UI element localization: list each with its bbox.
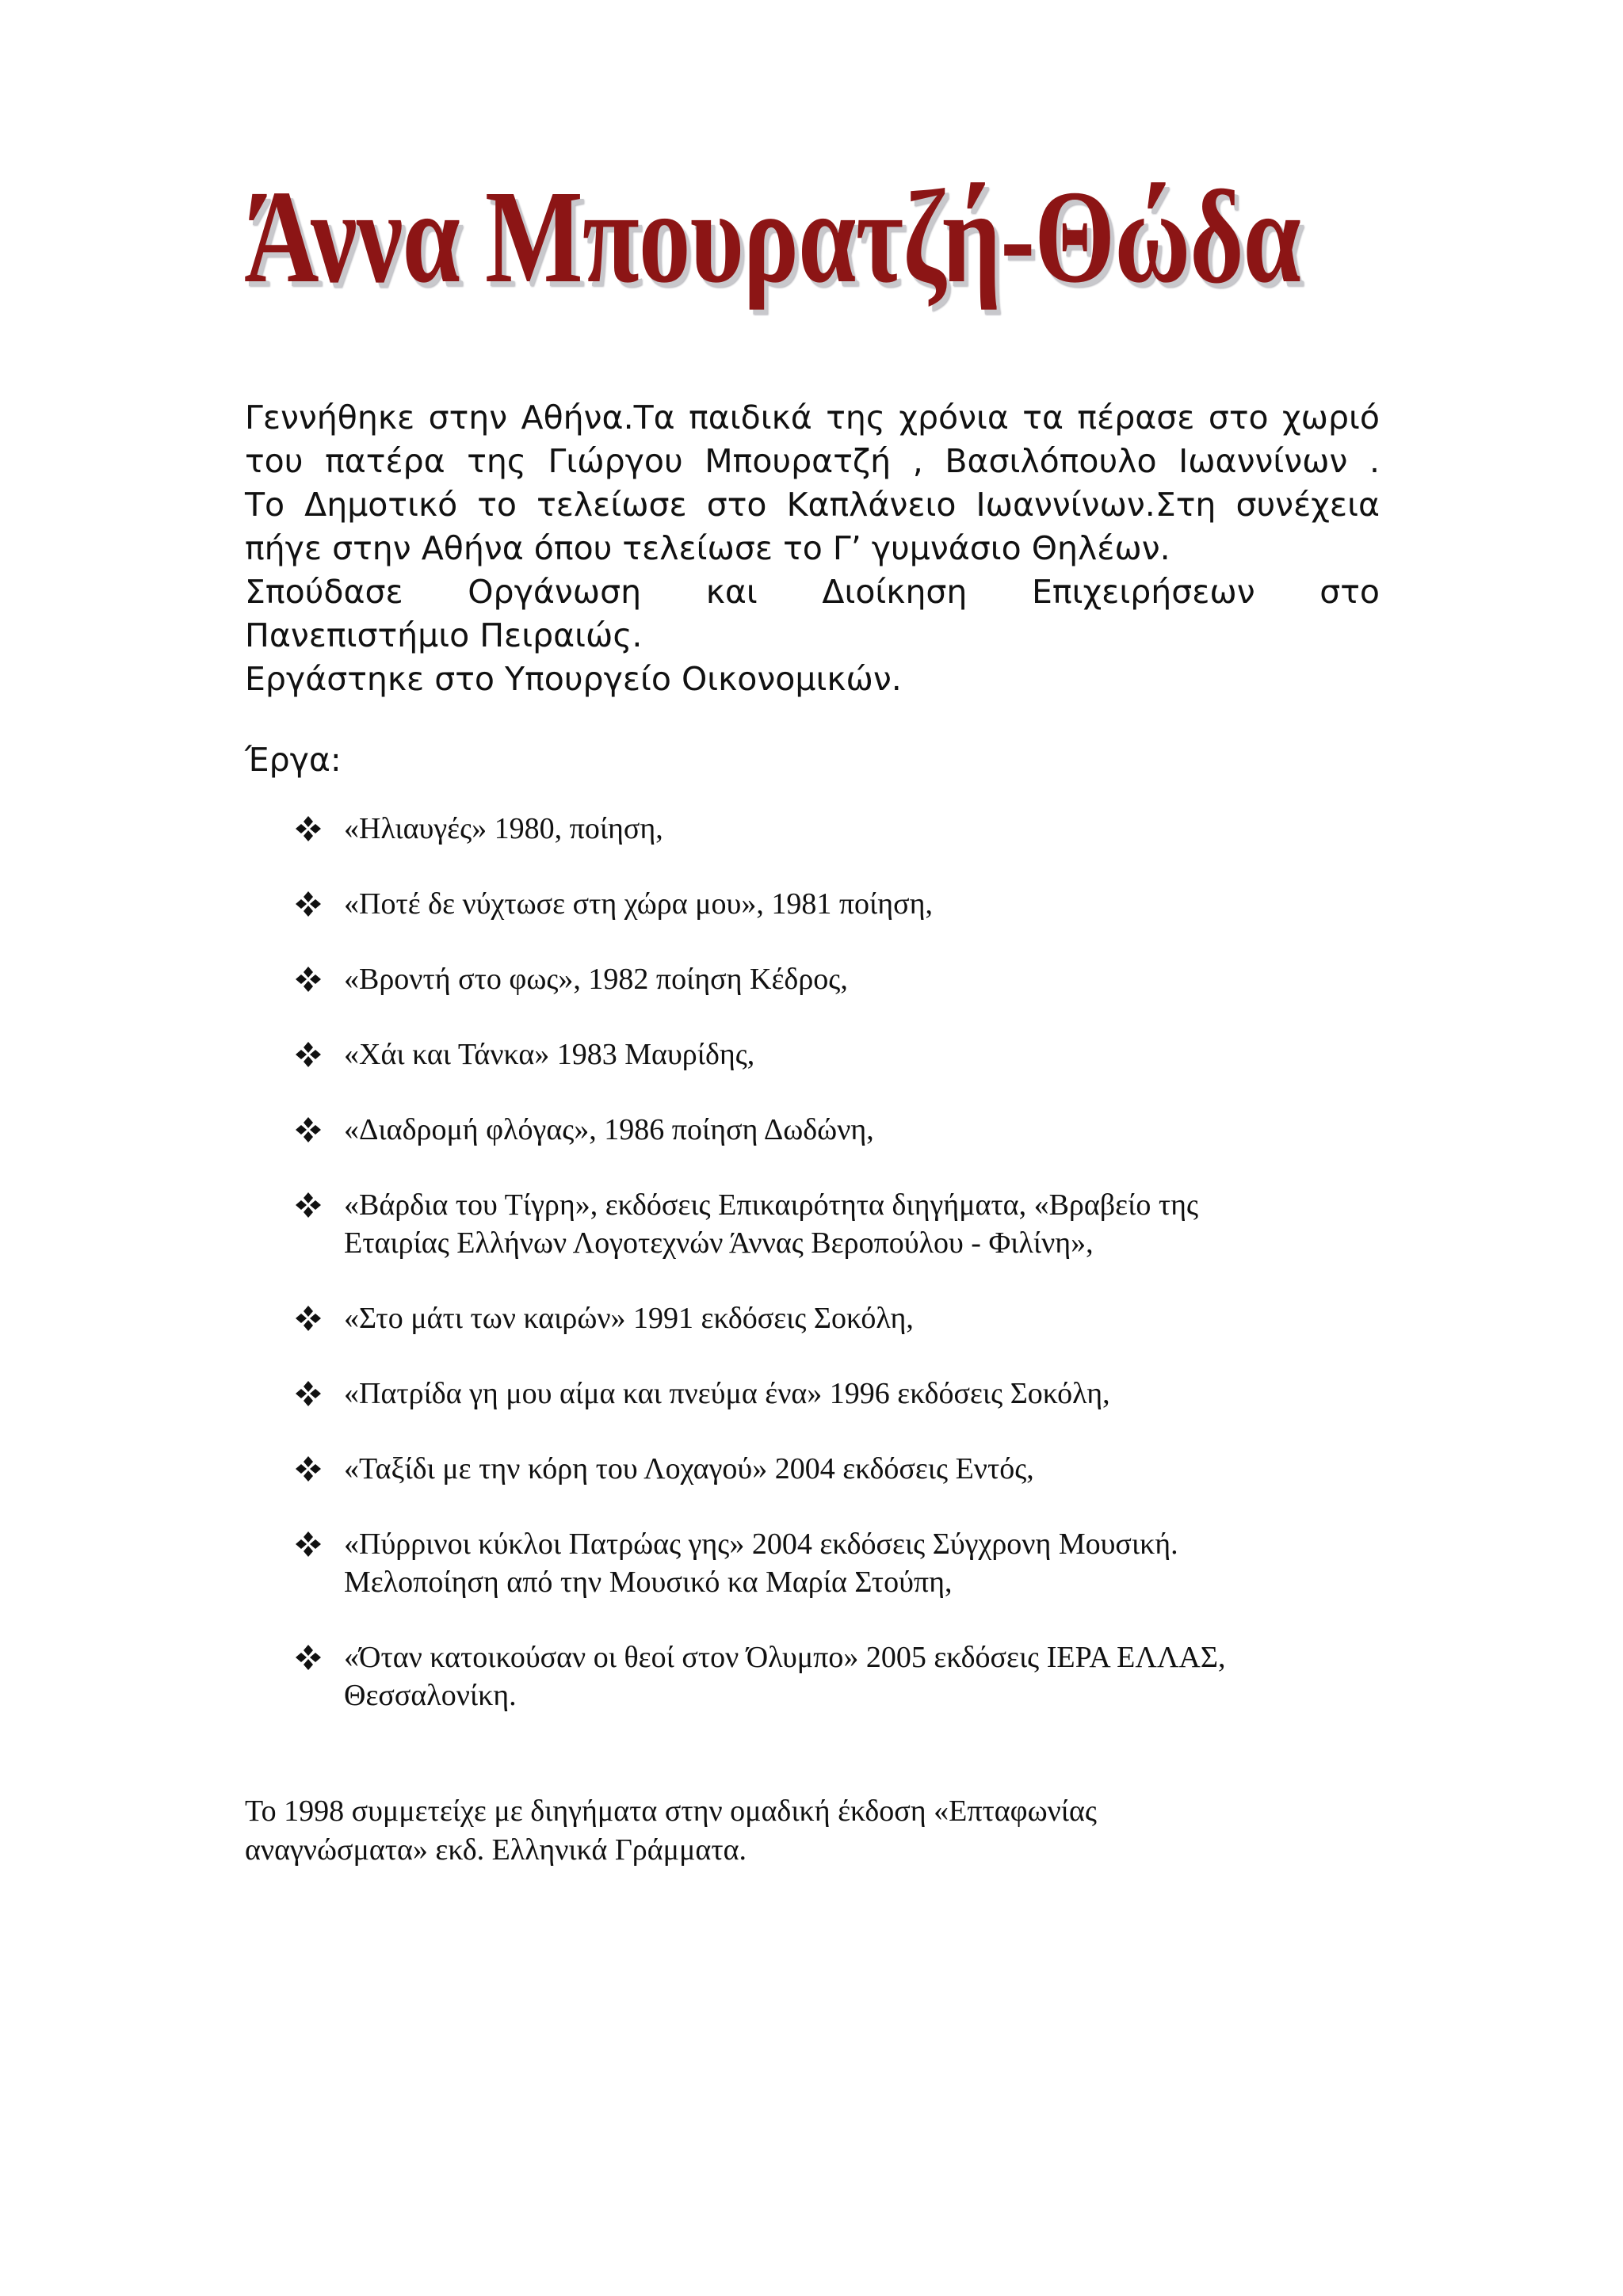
work-title: «Όταν κατοικούσαν οι θεοί στον Όλυμπο» 2005 εκδόσεις ΙΕΡΑ ΕΛΛΑΣ, bbox=[344, 1641, 1226, 1674]
list-item bbox=[295, 1299, 1404, 1337]
diamond-cluster-bullet-icon bbox=[295, 1192, 322, 1219]
diamond-cluster-bullet-icon bbox=[295, 1116, 322, 1143]
list-item bbox=[295, 1638, 1404, 1714]
bio-line: Γεννήθηκε στην Αθήνα.Τα παιδικά της χρόνια τα πέρασε στο χωριό bbox=[245, 399, 1380, 437]
page-title: Άννα Μπουρατζή-Θώδα bbox=[244, 163, 1301, 311]
bio-line: Σπούδασε Οργάνωση και Διοίκηση Επιχειρήσεων στο bbox=[245, 573, 1380, 611]
bio-line: πήγε στην Αθήνα όπου τελείωσε το Γ’ γυμνάσιο Θηλέων. bbox=[245, 529, 1170, 567]
diamond-cluster-bullet-icon bbox=[295, 1305, 322, 1332]
diamond-cluster-bullet-icon bbox=[295, 966, 322, 993]
work-title: «Στο μάτι των καιρών» 1991 εκδόσεις Σοκόλη, bbox=[344, 1302, 914, 1335]
work-title: «Πύρρινοι κύκλοι Πατρώας γης» 2004 εκδόσεις Σύγχρονη Μουσική. bbox=[344, 1527, 1178, 1561]
bio-line: Το Δημοτικό το τελείωσε στο Καπλάνειο Ιωαννίνων.Στη συνέχεια bbox=[245, 486, 1380, 524]
work-title: «Ποτέ δε νύχτωσε στη χώρα μου», 1981 ποίηση, bbox=[344, 887, 933, 921]
list-item bbox=[295, 885, 1404, 923]
list-item bbox=[295, 1111, 1404, 1149]
work-title-continued: Εταιρίας Ελλήνων Λογοτεχνών Άννας Βεροπούλου - Φιλίνη», bbox=[344, 1226, 1094, 1260]
diamond-cluster-bullet-icon bbox=[295, 1644, 322, 1671]
anthology-note-line: Το 1998 συμμετείχε με διηγήματα στην ομαδική έκδοση «Επταφωνίας bbox=[245, 1794, 1097, 1828]
diamond-cluster-bullet-icon bbox=[295, 1041, 322, 1068]
works-list bbox=[295, 810, 1404, 1752]
work-title: «Βάρδια του Τίγρη», εκδόσεις Επικαιρότητα διηγήματα, «Βραβείο της bbox=[344, 1188, 1199, 1222]
anthology-note bbox=[245, 1792, 1370, 1870]
list-item bbox=[295, 810, 1404, 848]
anthology-note-line: αναγνώσματα» εκδ. Ελληνικά Γράμματα. bbox=[245, 1833, 747, 1867]
bio-line: του πατέρα της Γιώργου Μπουρατζή , Βασιλόπουλο Ιωαννίνων . bbox=[245, 442, 1380, 480]
list-item bbox=[295, 1525, 1404, 1601]
work-title: «Ηλιαυγές» 1980, ποίηση, bbox=[344, 812, 663, 845]
list-item bbox=[295, 1375, 1404, 1413]
work-title: «Πατρίδα γη μου αίμα και πνεύμα ένα» 1996 εκδόσεις Σοκόλη, bbox=[344, 1377, 1110, 1410]
list-item bbox=[295, 1186, 1404, 1262]
diamond-cluster-bullet-icon bbox=[295, 815, 322, 842]
diamond-cluster-bullet-icon bbox=[295, 1531, 322, 1558]
work-title: «Διαδρομή φλόγας», 1986 ποίηση Δωδώνη, bbox=[344, 1113, 874, 1146]
work-title: «Χάι και Τάνκα» 1983 Μαυρίδης, bbox=[344, 1038, 755, 1071]
biography bbox=[245, 396, 1380, 701]
diamond-cluster-bullet-icon bbox=[295, 891, 322, 917]
diamond-cluster-bullet-icon bbox=[295, 1380, 322, 1407]
work-title-continued: Μελοποίηση από την Μουσικό κα Μαρία Στούπη, bbox=[344, 1566, 953, 1599]
bio-line: Πανεπιστήμιο Πειραιώς. bbox=[245, 616, 643, 654]
list-item bbox=[295, 960, 1404, 998]
list-item bbox=[295, 1450, 1404, 1488]
works-heading: Έργα: bbox=[245, 741, 342, 779]
work-title: «Βροντή στο φως», 1982 ποίηση Κέδρος, bbox=[344, 963, 848, 996]
diamond-cluster-bullet-icon bbox=[295, 1455, 322, 1482]
work-title: «Ταξίδι με την κόρη του Λοχαγού» 2004 εκδόσεις Εντός, bbox=[344, 1452, 1034, 1486]
list-item bbox=[295, 1035, 1404, 1074]
bio-line: Εργάστηκε στο Υπουργείο Οικονομικών. bbox=[245, 660, 902, 698]
work-title-continued: Θεσσαλονίκη. bbox=[344, 1679, 517, 1712]
